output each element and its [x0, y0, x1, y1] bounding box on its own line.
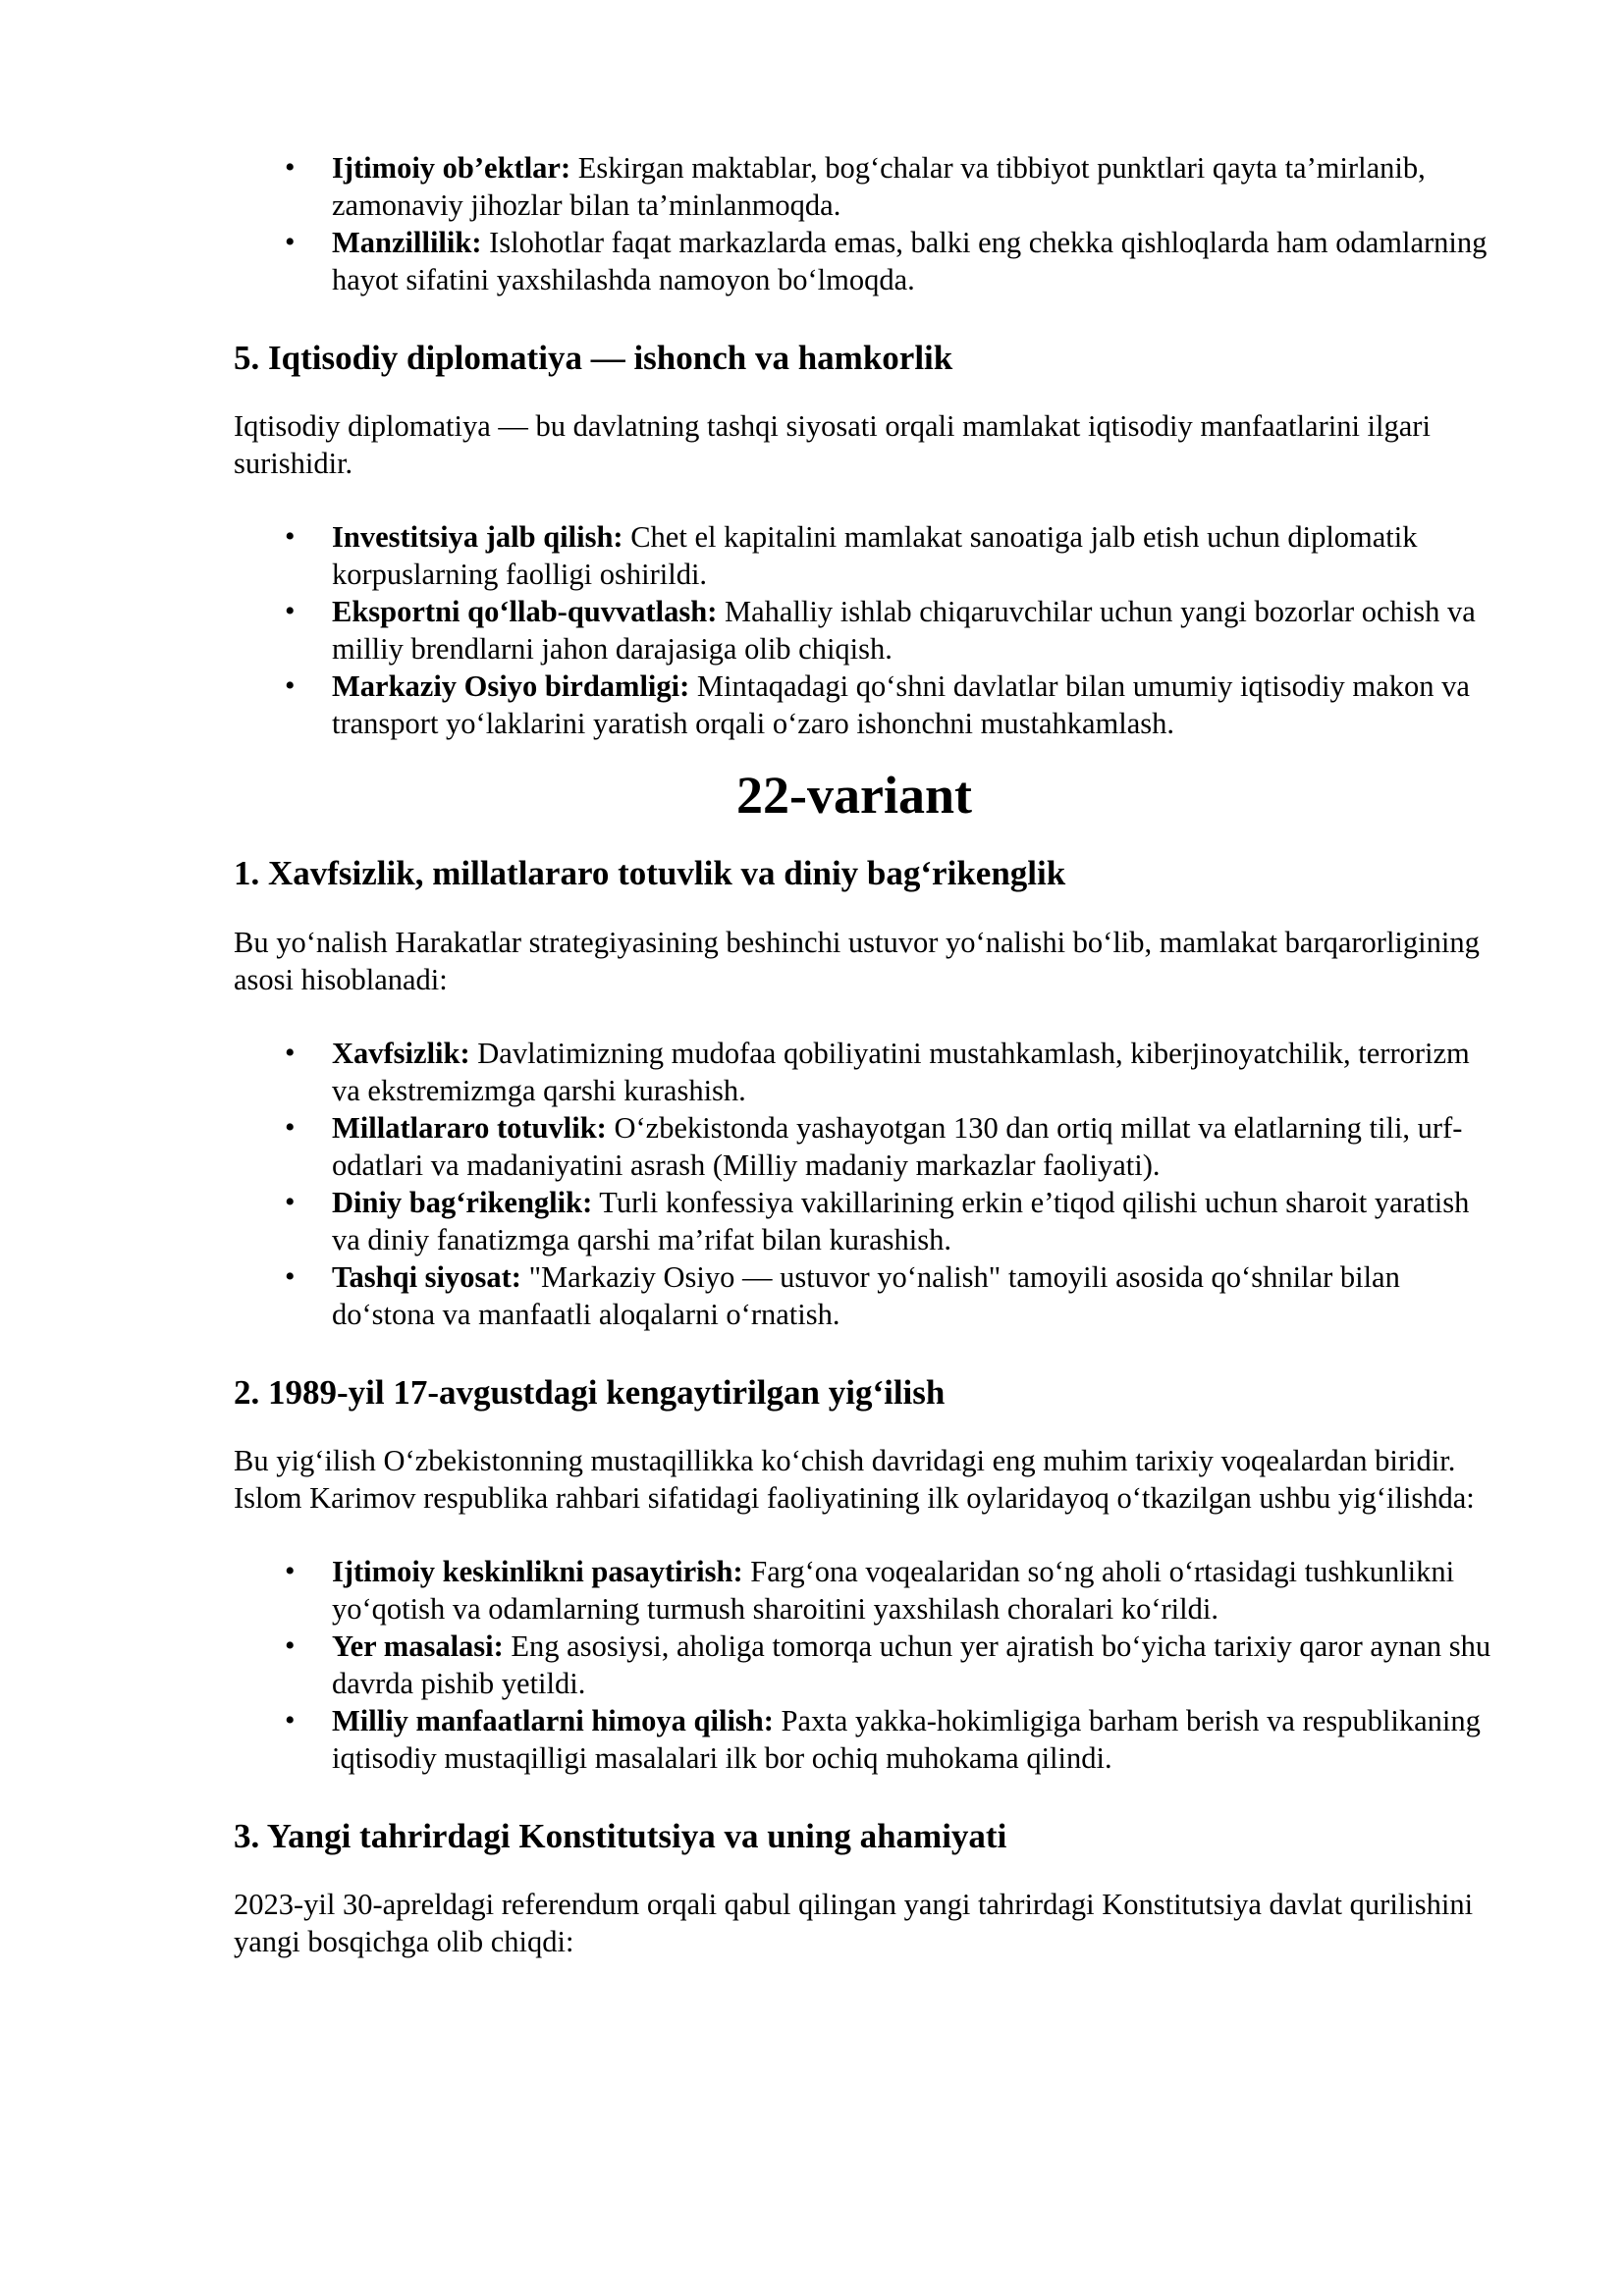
- item-text: O‘zbekistonda yashayotgan 130 dan ortiq millat va elatlarning tili, urf-odatlari va madaniyatini asrash (Milliy madaniy markazlar faoliyati).: [332, 1111, 1463, 1182]
- item-lead: Ijtimoiy keskinlikni pasaytirish:: [332, 1555, 743, 1588]
- item-lead: Investitsiya jalb qilish:: [332, 520, 623, 554]
- section-2-heading: 2. 1989-yil 17-avgustdagi kengaytirilgan yig‘ilish: [234, 1373, 946, 1412]
- list-item: [234, 593, 1496, 667]
- list-item: [234, 667, 1496, 742]
- section-2-list: [234, 1553, 1496, 1777]
- item-lead: Millatlararo totuvlik:: [332, 1111, 607, 1145]
- item-text: Islohotlar faqat markazlarda emas, balki eng chekka qishloqlarda ham odamlarning hayot sifatini yaxshilashda namoyon bo‘lmoqda.: [332, 226, 1488, 296]
- item-text: Eskirgan maktablar, bog‘chalar va tibbiyot punktlari qayta ta’mirlanib, zamonaviy jihozlar bilan ta’minlanmoqda.: [332, 151, 1426, 222]
- list-item: [234, 224, 1496, 298]
- list-item: [234, 1553, 1496, 1628]
- list-item: [234, 149, 1496, 224]
- section-3-heading: 3. Yangi tahrirdagi Konstitutsiya va uning ahamiyati: [234, 1817, 1007, 1855]
- item-text: Mintaqadagi qo‘shni davlatlar bilan umumiy iqtisodiy makon va transport yo‘laklarini yaratish orqali o‘zaro ishonchni mustahkamlash.: [332, 669, 1470, 740]
- top-bullet-list: [234, 149, 1496, 298]
- item-lead: Diniy bag‘rikenglik:: [332, 1186, 593, 1219]
- list-item: [234, 1035, 1496, 1109]
- list-item: [234, 1109, 1496, 1184]
- section-3-intro: 2023-yil 30-apreldagi referendum orqali qabul qilingan yangi tahrirdagi Konstitutsiya davlat qurilishini yangi bosqichga olib chiqdi:: [234, 1888, 1474, 1958]
- item-text: Eng asosiysi, aholiga tomorqa uchun yer ajratish bo‘yicha tarixiy qaror aynan shu davrda pishib yetildi.: [332, 1629, 1491, 1700]
- list-item: [234, 1258, 1496, 1333]
- item-text: Farg‘ona voqealaridan so‘ng aholi o‘rtasidagi tushkunlikni yo‘qotish va odamlarning turmush sharoitini yaxshilash choralari ko‘rildi.: [332, 1555, 1455, 1626]
- section-5-intro: Iqtisodiy diplomatiya — bu davlatning tashqi siyosati orqali mamlakat iqtisodiy manfaatlarini ilgari surishidir.: [234, 409, 1431, 480]
- item-lead: Milliy manfaatlarni himoya qilish:: [332, 1704, 774, 1737]
- item-text: Turli konfessiya vakillarining erkin e’tiqod qilishi uchun sharoit yaratish va diniy fanatizmga qarshi ma’rifat bilan kurashish.: [332, 1186, 1470, 1256]
- list-item: [234, 1702, 1496, 1777]
- item-lead: Manzillilik:: [332, 226, 482, 259]
- item-lead: Yer masalasi:: [332, 1629, 504, 1663]
- section-1-intro: Bu yo‘nalish Harakatlar strategiyasining beshinchi ustuvor yo‘nalishi bo‘lib, mamlakat barqarorligining asosi hisoblanadi:: [234, 926, 1480, 996]
- item-text: "Markaziy Osiyo — ustuvor yo‘nalish" tamoyili asosida qo‘shnilar bilan do‘stona va manfaatli aloqalarni o‘rnatish.: [332, 1260, 1400, 1331]
- item-text: Mahalliy ishlab chiqaruvchilar uchun yangi bozorlar ochish va milliy brendlarni jahon darajasiga olib chiqish.: [332, 595, 1476, 666]
- list-item: [234, 518, 1496, 593]
- section-5-list: [234, 518, 1496, 742]
- section-1-heading: 1. Xavfsizlik, millatlararo totuvlik va diniy bag‘rikenglik: [234, 854, 1066, 892]
- item-text: Paxta yakka-hokimligiga barham berish va respublikaning iqtisodiy mustaqilligi masalalari ilk bor ochiq muhokama qilindi.: [332, 1704, 1481, 1775]
- item-lead: Ijtimoiy ob’ektlar:: [332, 151, 571, 185]
- item-lead: Eksportni qo‘llab-quvvatlash:: [332, 595, 718, 628]
- variant-title: 22-variant: [736, 766, 972, 825]
- item-lead: Tashqi siyosat:: [332, 1260, 521, 1294]
- item-text: Davlatimizning mudofaa qobiliyatini mustahkamlash, kiberjinoyatchilik, terrorizm va ekstremizmga qarshi kurashish.: [332, 1037, 1470, 1107]
- section-1-list: [234, 1035, 1496, 1333]
- list-item: [234, 1184, 1496, 1258]
- item-lead: Markaziy Osiyo birdamligi:: [332, 669, 690, 703]
- item-lead: Xavfsizlik:: [332, 1037, 470, 1070]
- section-5-heading: 5. Iqtisodiy diplomatiya — ishonch va hamkorlik: [234, 339, 953, 377]
- list-item: [234, 1628, 1496, 1702]
- section-2-intro: Bu yig‘ilish O‘zbekistonning mustaqillikka ko‘chish davridagi eng muhim tarixiy voqealardan biridir. Islom Karimov respublika rahbari sifatidagi faoliyatining ilk oylaridayoq o‘tkazilgan ushbu yig‘ilishda:: [234, 1444, 1475, 1515]
- item-text: Chet el kapitalini mamlakat sanoatiga jalb etish uchun diplomatik korpuslarning faolligi oshirildi.: [332, 520, 1418, 591]
